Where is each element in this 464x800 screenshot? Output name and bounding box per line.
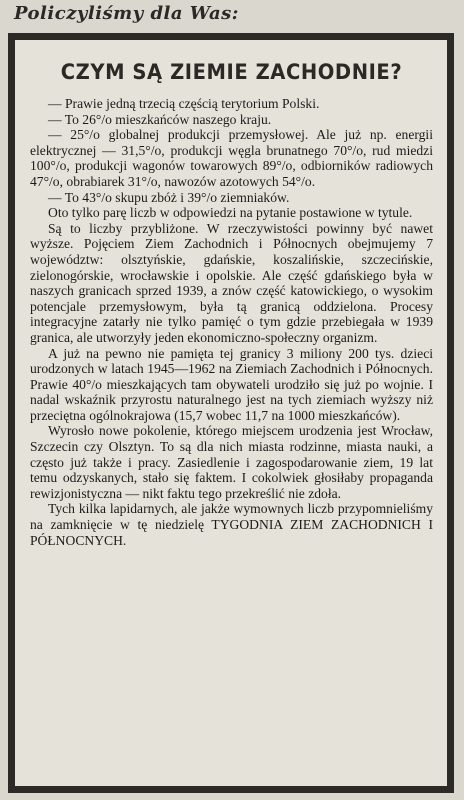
- article-paragraph: Wyrosło nowe pokolenie, którego miejscem urodzenia jest Wrocław, Szczecin czy Olsztyn. To są dla nich miasta rodzinne, miasta nauki, a często już także i pracy. Zasiedlenie i zagospodarowanie ziem, 19 lat temu odzyskanych, stało się faktem. I cokolwiek głosiłaby propaganda rewizjonistyczna — nikt faktu tego przekreślić nie zdoła.: [30, 423, 433, 501]
- article-paragraph: — 25°/o globalnej produkcji przemysłowej. Ale już np. energii elektrycznej — 31,5°/o, produkcji węgla brunatnego 70°/o, rud miedzi 100°/o, produkcji wagonów towarowych 89°/o, odbiorników radiowych 47°/o, obrabiarek 31°/o, nawozów azotowych 54°/o.: [30, 127, 433, 189]
- column-header: Policzyliśmy dla Was:: [14, 3, 239, 24]
- article-title: CZYM SĄ ZIEMIE ZACHODNIE?: [60, 60, 403, 84]
- article-paragraph: — To 43°/o skupu zbóż i 39°/o ziemniaków.: [48, 189, 290, 205]
- article-paragraph: A już na pewno nie pamięta tej granicy 3 miliony 200 tys. dzieci urodzonych w latach 1945—1962 na Ziemiach Zachodnich i Północnych. Prawie 40°/o mieszkających tam obywateli urodziło się już po wojnie. I nadal wskaźnik przyrostu naturalnego jest na tych ziemiach wyższy niż przeciętna ogólnokrajowa (15,7 wobec 11,7 na 1000 mieszkańców).: [30, 345, 433, 423]
- article-paragraph: — To 26°/o mieszkańców naszego kraju.: [48, 111, 272, 127]
- article-paragraph: Są to liczby przybliżone. W rzeczywistości powinny być nawet wyższe. Pojęciem Ziem Zachodnich i Północnych obejmujemy 7 województw: olsztyńskie, gdańskie, koszalińskie, szczecińskie, zielonogórskie, wrocławskie i opolskie. Ale część gdańskiego była w naszych granicach sprzed 1939, a znów część katowickiego, o wysokim potencjale przemysłowym, była tą granicą oddzielona. Procesy integracyjne zatarły nie tylko pamięć o tym gdzie przebiegała w 1939 granica, ale utworzyły jeden ekonomiczno-społeczny organizm.: [30, 220, 433, 345]
- article-frame: [8, 33, 454, 793]
- article-paragraph: — Prawie jedną trzecią częścią terytorium Polski.: [48, 96, 320, 111]
- article-panel: [15, 40, 447, 786]
- article-paragraph: Tych kilka lapidarnych, ale jakże wymownych liczb przypomnieliśmy na zamknięcie w tę niedzielę TYGODNIA ZIEM ZACHODNICH I PÓŁNOCNYCH.: [30, 501, 433, 548]
- article-paragraph: Oto tylko parę liczb w odpowiedzi na pytanie postawione w tytule.: [48, 205, 413, 221]
